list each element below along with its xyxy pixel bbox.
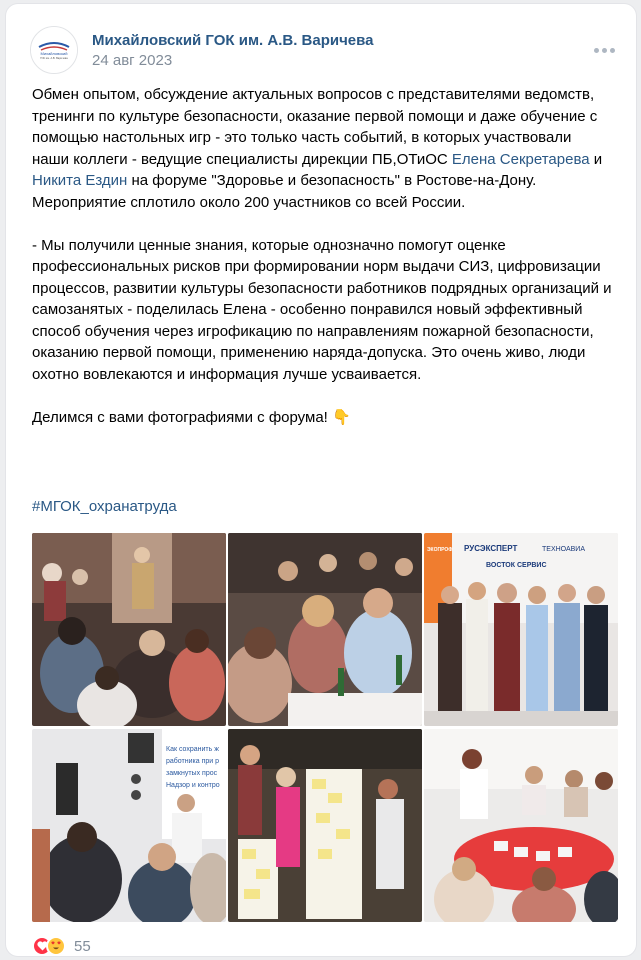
love-face-icon[interactable] [46,936,66,956]
sponsor-text: ВОСТОК СЕРВИС [486,562,547,569]
more-icon[interactable] [590,40,618,60]
photo-3[interactable] [424,533,618,726]
avatar[interactable] [30,26,78,74]
reactions-bar[interactable] [32,936,91,956]
slide-text: замкнутых прос [166,770,218,777]
post-author[interactable]: Михайловский ГОК им. А.В. Варичева [92,32,374,49]
brand-text: ЭКОПРОФ [427,547,453,553]
photo-4[interactable] [32,729,226,922]
company-logo [31,27,77,73]
slide-text: Как сохранить ж [166,746,219,753]
reactions-count[interactable]: 55 [74,937,91,955]
paragraph-2: - Мы получили ценные знания, которые однозначно помогут оценке профессиональных рисков при формировании норм выдачи СИЗ, цифровизации процессов, развитии культуры безопасности работников подрядных организаций и самозанятых - поделилась Елена - особенно понравился новый эффективный способ обучения через игрофикацию по направлениям пожарной безопасности, оказанию первой помощи, применению наряда-допуска. Это очень живо, люди охотно вовлекаются и информация лучше усваивается. [32,236,612,383]
paragraph-1: Обмен опытом, обсуждение актуальных вопросов с представителями ведомств, тренинги по культуре безопасности, оказание первой помощи и даже обучение с помощью настольных игр - это только часть событий, в которых участвовали наши коллеги - ведущие специалисты дирекции ПБ,ОТиОС Елена Секретарева и Никита Ездин на форуме "Здоровье и безопасность" в Ростове-на-Дону. Мероприятие сплотило около 200 участников со всей России. [32,86,603,211]
mention-link[interactable]: Елена Секретарева [451,150,590,168]
paragraph-3: Делимся с вами фотографиями с форума! 👇 [32,408,351,426]
mention-link[interactable]: Никита Ездин [32,172,128,189]
post-date[interactable]: 24 авг 2023 [92,52,173,69]
logo-subtext: ГОК им. А.В. Варичева [40,57,68,60]
photo-2[interactable] [228,533,422,726]
slide-text: Надзор и контро [166,782,220,789]
hashtag-link[interactable]: #МГОК_охранатруда [32,498,177,515]
post-text [32,84,612,428]
slide-text: работника при р [166,758,220,765]
post-card [6,4,636,956]
sponsor-text: ТЕХНОАВИА [542,546,585,553]
photo-grid [32,533,618,922]
photo-1[interactable] [32,533,226,726]
pointing-down-emoji: 👇 [332,408,351,426]
logo-text: Михайловский [40,51,68,56]
sponsor-text: РУСЭКСПЕРТ [464,544,518,553]
photo-5[interactable] [228,729,422,922]
photo-6[interactable] [424,729,618,922]
